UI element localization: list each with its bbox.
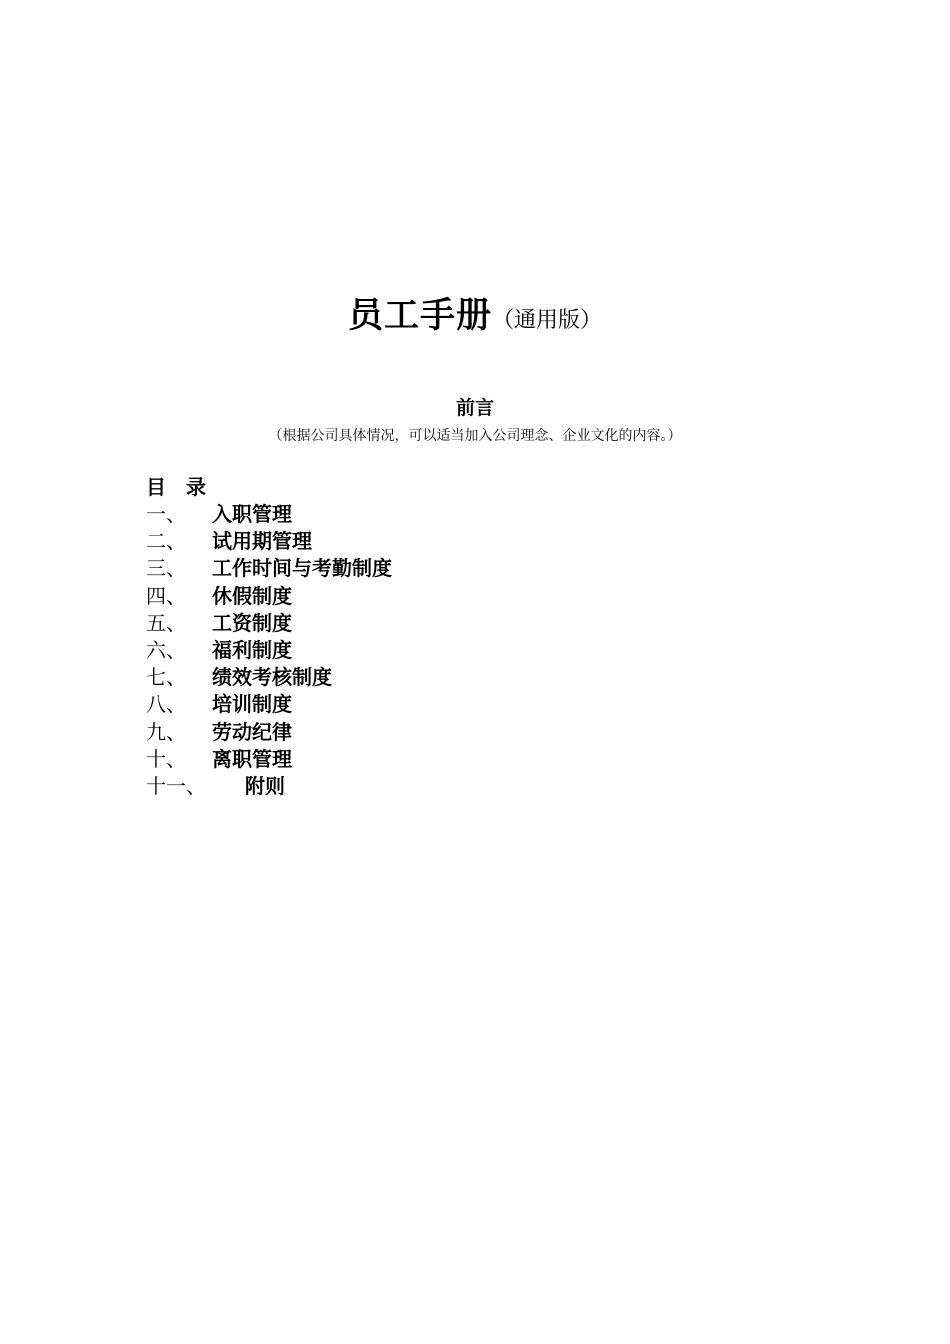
table-of-contents <box>146 474 746 800</box>
toc-item-title: 入职管理 <box>212 502 292 526</box>
toc-item-number: 七、 <box>146 665 186 690</box>
toc-item-title: 工作时间与考勤制度 <box>212 556 392 581</box>
toc-item <box>146 719 746 746</box>
toc-item-number: 四、 <box>146 583 186 608</box>
toc-item <box>146 691 746 718</box>
toc-item-number: 十一、 <box>146 773 206 798</box>
toc-item-number: 二、 <box>146 529 186 554</box>
toc-item <box>146 637 746 664</box>
toc-item <box>146 610 746 637</box>
toc-item <box>146 555 746 582</box>
toc-item <box>146 583 746 610</box>
toc-item-number: 五、 <box>146 610 186 635</box>
toc-item-title: 培训制度 <box>212 692 292 717</box>
toc-list <box>146 501 746 800</box>
toc-item <box>146 746 746 773</box>
toc-heading: 目 录 <box>146 475 206 499</box>
document-title <box>0 288 950 338</box>
toc-item <box>146 664 746 691</box>
toc-item-number: 十、 <box>146 746 186 771</box>
toc-item-title: 工资制度 <box>212 610 292 635</box>
toc-item-number: 九、 <box>146 719 186 744</box>
preface-heading: 前言 <box>455 397 494 419</box>
toc-item-title: 离职管理 <box>212 746 292 771</box>
toc-item-title: 福利制度 <box>212 637 292 662</box>
toc-item-title: 休假制度 <box>212 583 292 608</box>
title-edition: （通用版） <box>492 308 603 333</box>
toc-item-title: 附则 <box>245 773 285 798</box>
toc-item-number: 一、 <box>146 502 186 526</box>
toc-item-number: 八、 <box>146 692 186 717</box>
toc-item-title: 劳动纪律 <box>212 719 292 744</box>
preface-note: （根据公司具体情况，可以适当加入公司理念、企业文化的内容。） <box>268 428 682 444</box>
toc-item-title: 绩效考核制度 <box>212 665 332 690</box>
toc-item <box>146 501 746 528</box>
toc-item <box>146 528 746 555</box>
title-main: 员工手册 <box>347 296 492 336</box>
toc-item-number: 三、 <box>146 556 186 581</box>
toc-item-title: 试用期管理 <box>212 529 312 554</box>
toc-item-number: 六、 <box>146 637 186 662</box>
toc-item <box>146 773 746 800</box>
